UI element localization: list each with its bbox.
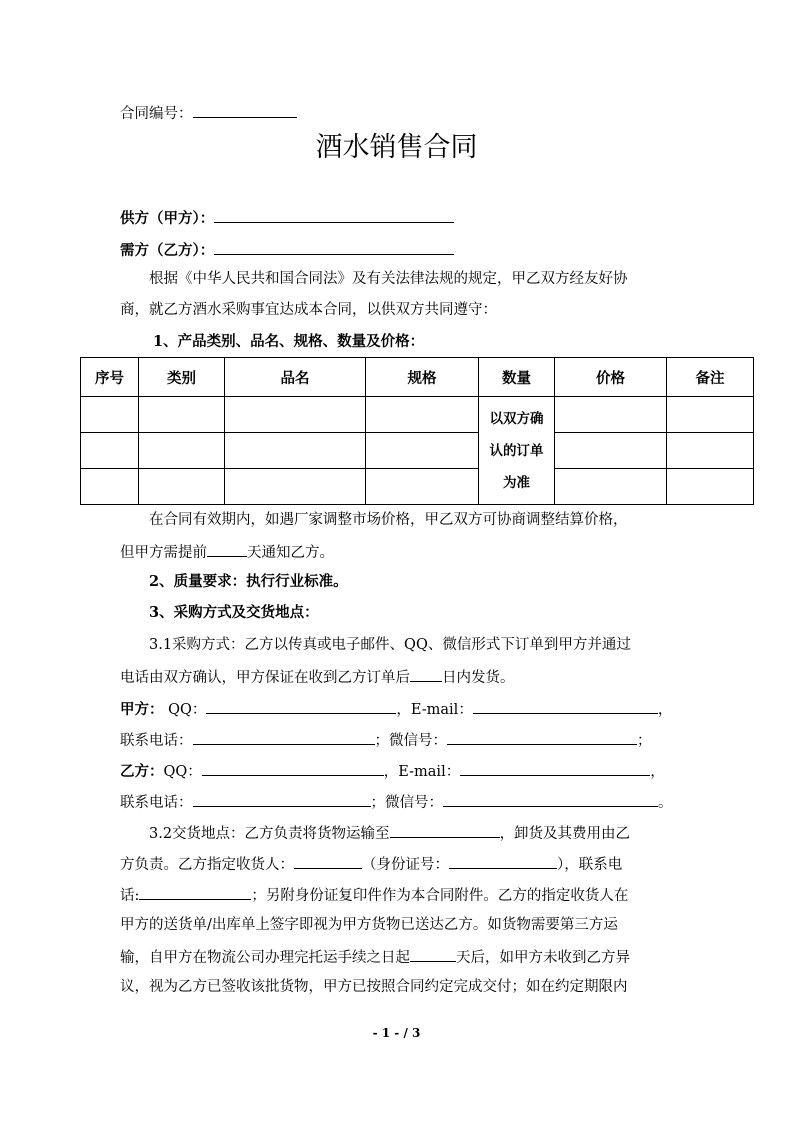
- price-line-2-text: 但甲方需提前: [120, 545, 207, 561]
- delivery-address-blank[interactable]: [390, 822, 500, 838]
- contract-number-line: [120, 102, 297, 124]
- party-b-wechat-blank[interactable]: [443, 791, 658, 807]
- party-a-phone-label: 联系电话：: [120, 733, 193, 749]
- buyer-label: 需方（乙方）：: [120, 242, 215, 259]
- quantity-note-line: 以双方确: [489, 410, 544, 427]
- table-cell[interactable]: [667, 433, 754, 469]
- p32-line-6: 议，视为乙方已签收该批货物，甲方已按照合同约定完成交付；如在约定期限内: [120, 979, 628, 995]
- header-price: 价格: [555, 358, 667, 397]
- table-cell[interactable]: [555, 397, 667, 433]
- price-line-2: [120, 541, 334, 563]
- page-number: - 1 - / 3: [372, 1026, 421, 1040]
- p32-line-1-end: ，卸货及其费用由乙: [499, 826, 631, 842]
- product-table: [80, 357, 754, 505]
- table-cell[interactable]: [366, 433, 479, 469]
- party-b-phone-blank[interactable]: [193, 791, 371, 807]
- party-a-email-blank[interactable]: [473, 698, 658, 714]
- consignee-blank[interactable]: [294, 853, 362, 869]
- p32-line-5-end: 天后，如甲方未收到乙方异: [456, 950, 630, 966]
- intro-line-1: 根据《中华人民共和国合同法》及有关法律法规的规定，甲乙双方经友好协: [149, 271, 628, 287]
- party-a-qq-blank[interactable]: [206, 698, 396, 714]
- table-header-row: [81, 358, 754, 397]
- table-cell[interactable]: [366, 469, 479, 505]
- party-a-phone-blank[interactable]: [193, 729, 375, 745]
- header-index: 序号: [81, 358, 139, 397]
- p32-line-5-text: 输，自甲方在物流公司办理完托运手续之日起: [120, 950, 410, 966]
- party-a-phone-line: [120, 729, 652, 751]
- header-quantity: 数量: [479, 358, 555, 397]
- p32-id-label: （身份证号：: [362, 857, 449, 873]
- table-cell[interactable]: [139, 469, 225, 505]
- party-a-email-label: ，E-mail：: [396, 702, 473, 718]
- party-b-qq-label: QQ：: [163, 764, 202, 780]
- table-cell[interactable]: [667, 397, 754, 433]
- p31-line-1: 3.1采购方式：乙方以传真或电子邮件、QQ、微信形式下订单到甲方并通过: [149, 637, 631, 653]
- supplier-label: 供方（甲方）：: [120, 210, 215, 227]
- p32-line-1-text: 3.2交货地点：乙方负责将货物运输至: [149, 826, 390, 842]
- section-1-heading: 1、产品类别、品名、规格、数量及价格：: [153, 333, 425, 350]
- p32-line-2-text: 方负责。乙方指定收货人：: [120, 857, 294, 873]
- party-b-email-label: ，E-mail：: [383, 764, 461, 780]
- party-b-contact-end: ，: [650, 764, 665, 780]
- quantity-note-line: 为准: [503, 474, 530, 491]
- party-b-contact-line: [120, 760, 665, 782]
- table-row: [81, 469, 754, 505]
- table-cell[interactable]: [81, 397, 139, 433]
- notice-days-blank[interactable]: [207, 541, 247, 557]
- table-cell[interactable]: [225, 433, 366, 469]
- party-b-label: 乙方：: [120, 763, 164, 780]
- party-b-email-blank[interactable]: [460, 760, 650, 776]
- p32-line-1: [149, 822, 630, 844]
- table-cell[interactable]: [667, 469, 754, 505]
- party-a-contact-line: [120, 698, 672, 720]
- party-a-contact-end: ，: [657, 702, 673, 718]
- buyer-blank[interactable]: [214, 239, 454, 255]
- party-a-qq-label: QQ：: [168, 702, 207, 718]
- table-cell[interactable]: [139, 397, 225, 433]
- table-cell[interactable]: [366, 397, 479, 433]
- contract-number-blank[interactable]: [193, 102, 297, 118]
- supplier-line: [120, 207, 454, 229]
- header-product-name: 品名: [225, 358, 366, 397]
- p32-line-3: [120, 884, 628, 906]
- table-row: [81, 433, 754, 469]
- party-a-wechat-blank[interactable]: [447, 729, 637, 745]
- table-cell[interactable]: [555, 433, 667, 469]
- party-b-phone-line: [120, 791, 673, 813]
- consignee-id-blank[interactable]: [449, 853, 557, 869]
- transport-days-blank[interactable]: [410, 946, 456, 962]
- party-b-wechat-label: ；微信号：: [370, 795, 443, 811]
- price-line-1: 在合同有效期内，如遇厂家调整市场价格，甲乙双方可协商调整结算价格，: [149, 512, 628, 528]
- price-line-2-end: 天通知乙方。: [247, 545, 334, 561]
- table-cell[interactable]: [81, 469, 139, 505]
- p31-line-2-end: 日内发货。: [442, 670, 515, 686]
- p32-line-4: 甲方的送货单/出库单上签字即视为甲方货物已送达乙方。如货物需要第三方运: [120, 917, 618, 933]
- party-b-phone-end: 。: [658, 795, 673, 811]
- quantity-note-cell: [479, 397, 555, 505]
- header-spec: 规格: [366, 358, 479, 397]
- document-title: 酒水销售合同: [315, 132, 478, 163]
- party-a-phone-end: ；: [637, 733, 652, 749]
- table-cell[interactable]: [139, 433, 225, 469]
- contract-number-label: 合同编号：: [120, 106, 193, 122]
- quantity-note-line: 认的订单: [489, 442, 544, 459]
- p31-line-2: [120, 666, 515, 688]
- section-2-quality: 2、质量要求：执行行业标准。: [149, 573, 348, 590]
- delivery-days-blank[interactable]: [410, 666, 442, 682]
- party-b-qq-blank[interactable]: [202, 760, 384, 776]
- buyer-line: [120, 239, 454, 261]
- header-remarks: 备注: [667, 358, 754, 397]
- party-b-phone-label: 联系电话：: [120, 795, 193, 811]
- party-a-label: 甲方：: [120, 701, 164, 718]
- p31-line-2-text: 电话由双方确认，甲方保证在收到乙方订单后: [120, 670, 410, 686]
- intro-line-2: 商，就乙方酒水采购事宜达成本合同，以供双方共同遵守：: [120, 302, 497, 318]
- header-category: 类别: [139, 358, 225, 397]
- p32-line-5: [120, 946, 630, 968]
- table-cell[interactable]: [555, 469, 667, 505]
- table-cell[interactable]: [225, 397, 366, 433]
- table-cell[interactable]: [81, 433, 139, 469]
- p32-line-2-end: ），联系电: [557, 857, 623, 873]
- section-3-heading: 3、采购方式及交货地点：: [149, 604, 319, 621]
- p32-phone-label: 话:: [120, 888, 140, 904]
- consignee-phone-blank[interactable]: [139, 884, 251, 900]
- table-cell[interactable]: [225, 469, 366, 505]
- p32-line-3-end: ；另附身份证复印件作为本合同附件。乙方的指定收货人在: [251, 888, 629, 904]
- table-row: [81, 397, 754, 433]
- supplier-blank[interactable]: [214, 207, 454, 223]
- party-a-wechat-label: ；微信号：: [374, 733, 447, 749]
- p32-line-2: [120, 853, 622, 875]
